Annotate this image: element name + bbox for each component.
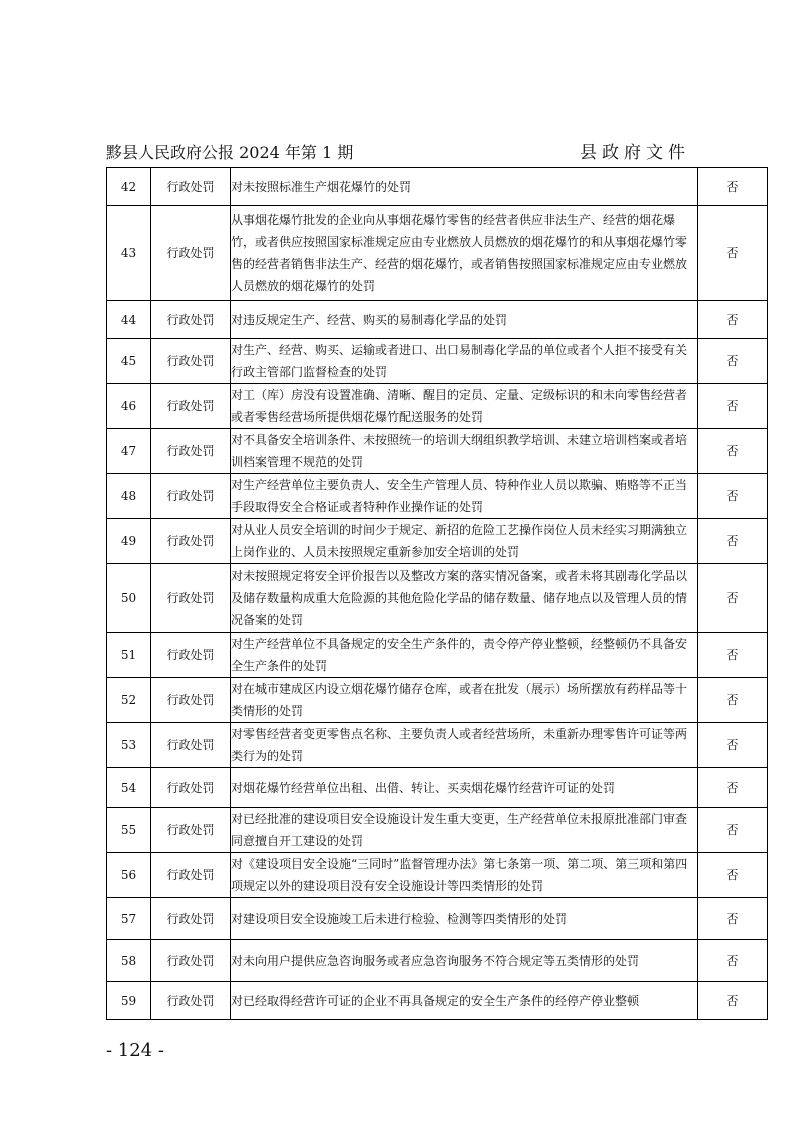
row-flag: 否: [698, 384, 768, 429]
row-flag: 否: [698, 519, 768, 564]
row-type: 行政处罚: [151, 678, 231, 723]
row-type: 行政处罚: [151, 339, 231, 384]
table-row: [107, 853, 768, 898]
row-number: 56: [107, 853, 151, 898]
table-row: [107, 808, 768, 853]
row-number: 48: [107, 474, 151, 519]
row-description: 对生产、经营、购买、运输或者进口、出口易制毒化学品的单位或者个人拒不接受有关行政主管部门监督检查的处罚: [231, 339, 698, 384]
row-number: 55: [107, 808, 151, 853]
row-flag: 否: [698, 678, 768, 723]
row-description: 对零售经营者变更零售点名称、主要负责人或者经营场所，未重新办理零售许可证等两类行为的处罚: [231, 723, 698, 768]
section-title: 县政府文件: [580, 143, 690, 163]
table-row: [107, 940, 768, 982]
row-flag: 否: [698, 339, 768, 384]
row-description: 对未按照规定将安全评价报告以及整改方案的落实情况备案，或者未将其剧毒化学品以及储存数量构成重大危险源的其他危险化学品的储存数量、储存地点以及管理人员的情况备案的处罚: [231, 564, 698, 633]
row-flag: 否: [698, 301, 768, 339]
row-number: 49: [107, 519, 151, 564]
row-number: 57: [107, 898, 151, 940]
table-row: [107, 474, 768, 519]
row-flag: 否: [698, 768, 768, 808]
row-type: 行政处罚: [151, 168, 231, 206]
row-flag: 否: [698, 633, 768, 678]
row-description: 对在城市建成区内设立烟花爆竹储存仓库，或者在批发（展示）场所摆放有药样品等十类情形的处罚: [231, 678, 698, 723]
row-number: 42: [107, 168, 151, 206]
page-header: [106, 139, 690, 168]
row-type: 行政处罚: [151, 301, 231, 339]
row-flag: 否: [698, 564, 768, 633]
row-description: 对生产经营单位主要负责人、安全生产管理人员、特种作业人员以欺骗、贿赂等不正当手段取得安全合格证或者特种作业操作证的处罚: [231, 474, 698, 519]
row-type: 行政处罚: [151, 429, 231, 474]
row-number: 58: [107, 940, 151, 982]
table-row: [107, 678, 768, 723]
table-row: [107, 633, 768, 678]
row-number: 50: [107, 564, 151, 633]
row-description: 对不具备安全培训条件、未按照统一的培训大纲组织教学培训、未建立培训档案或者培训档案管理不规范的处罚: [231, 429, 698, 474]
row-type: 行政处罚: [151, 940, 231, 982]
row-number: 45: [107, 339, 151, 384]
table-row: [107, 429, 768, 474]
row-number: 52: [107, 678, 151, 723]
row-description: 对已经取得经营许可证的企业不再具备规定的安全生产条件的经停产停业整顿: [231, 982, 698, 1020]
row-type: 行政处罚: [151, 474, 231, 519]
table-row: [107, 768, 768, 808]
row-type: 行政处罚: [151, 982, 231, 1020]
row-description: 对建设项目安全设施竣工后未进行检验、检测等四类情形的处罚: [231, 898, 698, 940]
row-description: 对生产经营单位不具备规定的安全生产条件的，责令停产停业整顿，经整顿仍不具备安全生产条件的处罚: [231, 633, 698, 678]
row-number: 43: [107, 206, 151, 301]
page-number: - 124 -: [106, 1040, 164, 1061]
table-row: [107, 339, 768, 384]
row-flag: 否: [698, 898, 768, 940]
row-description: 从事烟花爆竹批发的企业向从事烟花爆竹零售的经营者供应非法生产、经营的烟花爆竹，或者供应按照国家标准规定应由专业燃放人员燃放的烟花爆竹的和从事烟花爆竹零售的经营者销售非法生产、经营的烟花爆竹，或者销售按照国家标准规定应由专业燃放人员燃放的烟花爆竹的处罚: [231, 206, 698, 301]
row-type: 行政处罚: [151, 853, 231, 898]
row-type: 行政处罚: [151, 206, 231, 301]
row-description: 对烟花爆竹经营单位出租、出借、转让、买卖烟花爆竹经营许可证的处罚: [231, 768, 698, 808]
row-type: 行政处罚: [151, 808, 231, 853]
row-type: 行政处罚: [151, 633, 231, 678]
row-number: 59: [107, 982, 151, 1020]
row-number: 54: [107, 768, 151, 808]
table-row: [107, 564, 768, 633]
table-row: [107, 898, 768, 940]
row-description: 对已经批准的建设项目安全设施设计发生重大变更，生产经营单位未报原批准部门审查同意擅自开工建设的处罚: [231, 808, 698, 853]
row-type: 行政处罚: [151, 384, 231, 429]
row-description: 对未按照标准生产烟花爆竹的处罚: [231, 168, 698, 206]
row-flag: 否: [698, 808, 768, 853]
row-flag: 否: [698, 429, 768, 474]
row-description: 对未向用户提供应急咨询服务或者应急咨询服务不符合规定等五类情形的处罚: [231, 940, 698, 982]
table-row: [107, 519, 768, 564]
row-number: 46: [107, 384, 151, 429]
table-row: [107, 384, 768, 429]
row-flag: 否: [698, 206, 768, 301]
row-flag: 否: [698, 940, 768, 982]
row-number: 53: [107, 723, 151, 768]
row-description: 对从业人员安全培训的时间少于规定、新招的危险工艺操作岗位人员未经实习期满独立上岗作业的、人员未按照规定重新参加安全培训的处罚: [231, 519, 698, 564]
row-flag: 否: [698, 723, 768, 768]
table-row: [107, 168, 768, 206]
row-type: 行政处罚: [151, 723, 231, 768]
row-description: 对工（库）房没有设置准确、清晰、醒目的定员、定量、定级标识的和未向零售经营者或者零售经营场所提供烟花爆竹配送服务的处罚: [231, 384, 698, 429]
row-type: 行政处罚: [151, 898, 231, 940]
row-number: 44: [107, 301, 151, 339]
row-flag: 否: [698, 168, 768, 206]
row-flag: 否: [698, 474, 768, 519]
table-row: [107, 723, 768, 768]
row-description: 对违反规定生产、经营、购买的易制毒化学品的处罚: [231, 301, 698, 339]
row-number: 47: [107, 429, 151, 474]
table-row: [107, 301, 768, 339]
row-description: 对《建设项目安全设施“三同时”监督管理办法》第七条第一项、第二项、第三项和第四项规定以外的建设项目没有安全设施设计等四类情形的处罚: [231, 853, 698, 898]
table-row: [107, 982, 768, 1020]
row-type: 行政处罚: [151, 519, 231, 564]
row-type: 行政处罚: [151, 768, 231, 808]
row-number: 51: [107, 633, 151, 678]
bulletin-title: 黟县人民政府公报 2024 年第 1 期: [106, 143, 354, 162]
row-type: 行政处罚: [151, 564, 231, 633]
row-flag: 否: [698, 982, 768, 1020]
row-flag: 否: [698, 853, 768, 898]
table-row: [107, 206, 768, 301]
penalty-table: [106, 167, 768, 1020]
